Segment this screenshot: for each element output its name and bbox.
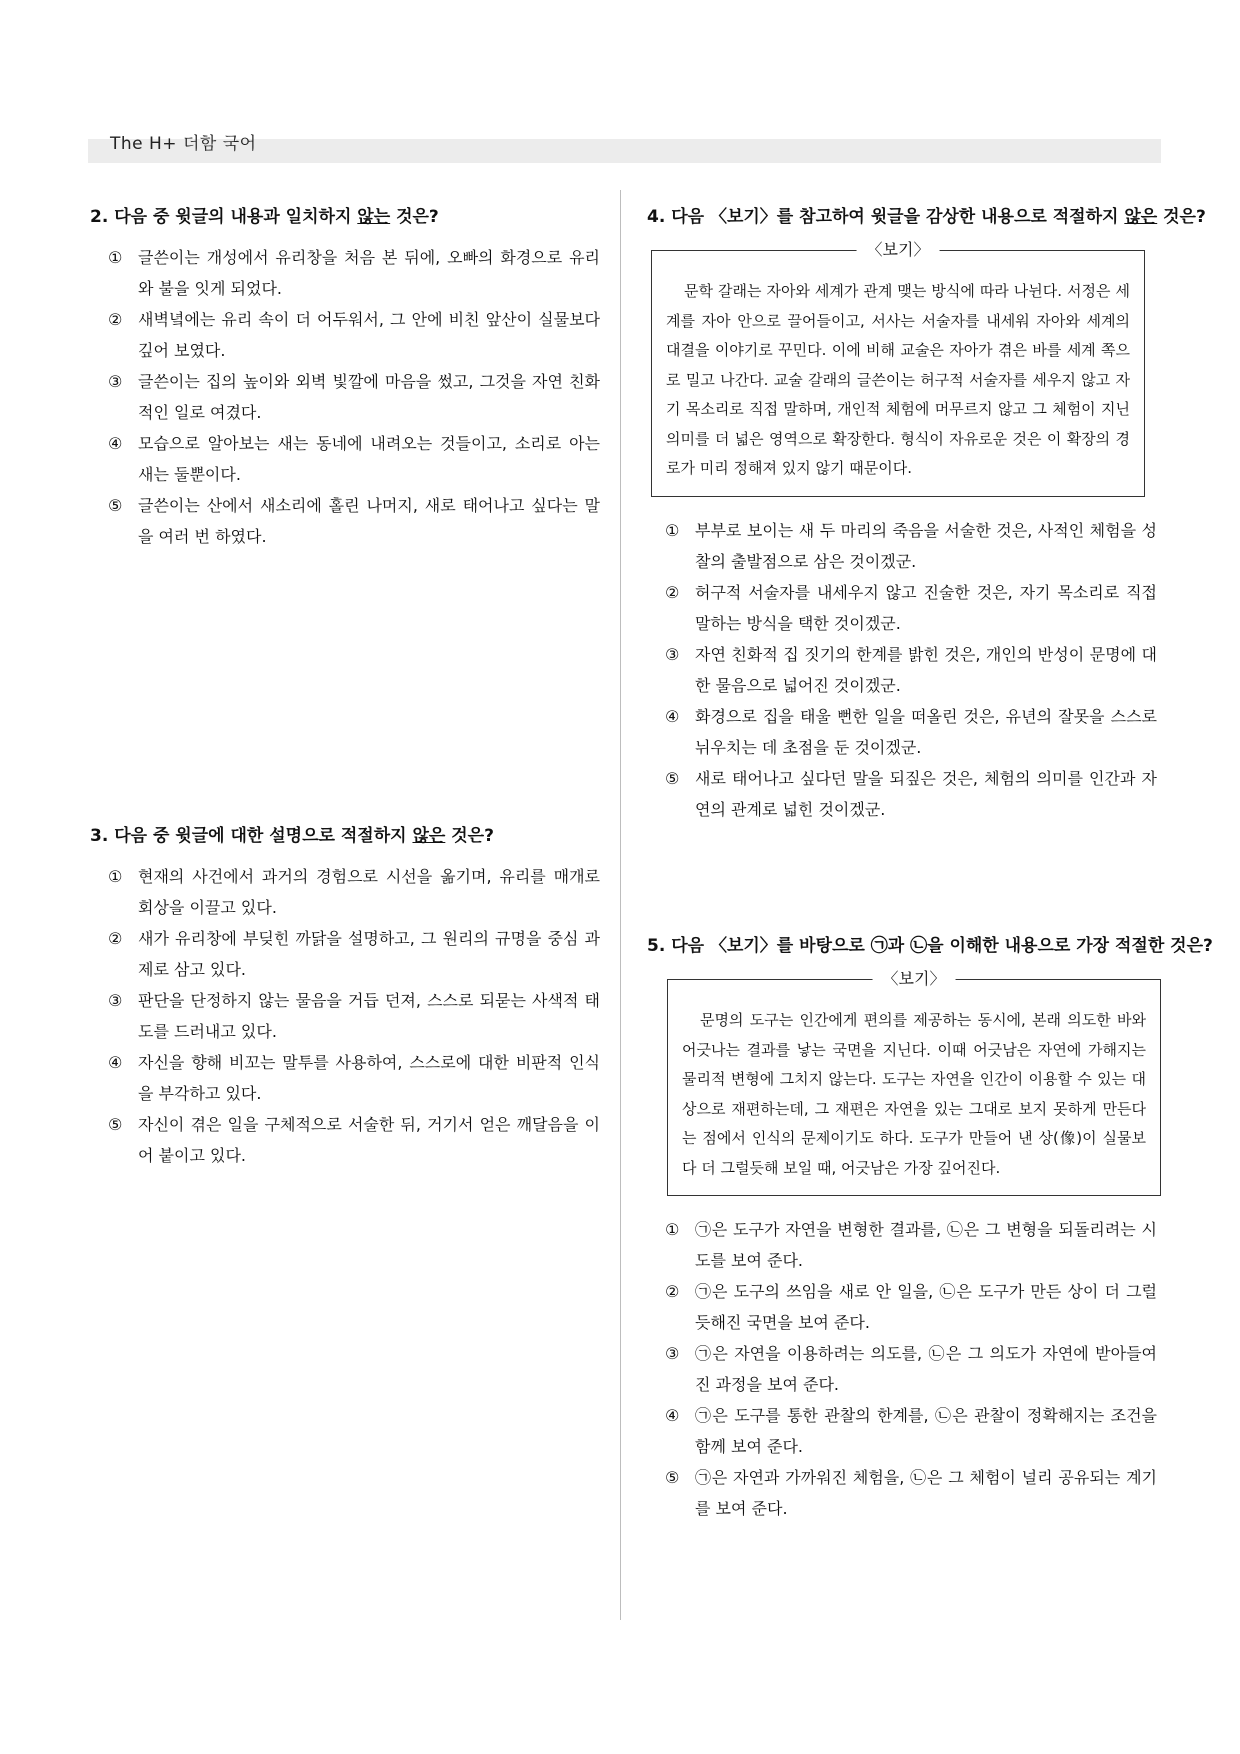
bogi-box bbox=[651, 240, 1145, 497]
option: ③ 자연 친화적 집 짓기의 한계를 밝힌 것은, 개인의 반성이 문명에 대한 물음으로 넓어진 것이겠군. bbox=[665, 644, 1157, 695]
option: ② 새벽녘에는 유리 속이 더 어두워서, 그 안에 비친 앞산이 실물보다 깊어 보였다. bbox=[108, 310, 600, 360]
option: ④ 화경으로 집을 태울 뻔한 일을 떠올린 것은, 유년의 잘못을 스스로 뉘우치는 데 초점을 둔 것이겠군. bbox=[665, 706, 1157, 757]
option: ③ ㉠은 자연을 이용하려는 의도를, ㉡은 그 의도가 자연에 받아들여진 과정을 보여 준다. bbox=[665, 1344, 1157, 1394]
option: ① 부부로 보이는 새 두 마리의 죽음을 서술한 것은, 사적인 체험을 성찰의 출발점으로 삼은 것이겠군. bbox=[665, 520, 1157, 571]
question-4-options bbox=[647, 515, 1157, 825]
option: ⑤ 새로 태어나고 싶다던 말을 되짚은 것은, 체험의 의미를 인간과 자연의 관계로 넓힌 것이겠군. bbox=[665, 768, 1157, 819]
question-3-title: 3. 다음 중 윗글에 대한 설명으로 적절하지 않은 것은? bbox=[90, 826, 494, 846]
option: ② 허구적 서술자를 내세우지 않고 진술한 것은, 자기 목소리로 직접 말하는 방식을 택한 것이겠군. bbox=[665, 582, 1157, 633]
question-3-options bbox=[90, 861, 600, 1171]
option: ② ㉠은 도구의 쓰임을 새로 안 일을, ㉡은 도구가 만든 상이 더 그럴듯해진 국면을 보여 준다. bbox=[665, 1282, 1157, 1332]
question-2-title: 2. 다음 중 윗글의 내용과 일치하지 않는 것은? bbox=[90, 207, 439, 227]
option: ① 글쓴이는 개성에서 유리창을 처음 본 뒤에, 오빠의 화경으로 유리와 불을 잇게 되었다. bbox=[108, 248, 600, 298]
option: ④ 모습으로 알아보는 새는 동네에 내려오는 것들이고, 소리로 아는 새는 둘뿐이다. bbox=[108, 434, 600, 484]
column-divider bbox=[620, 190, 621, 1620]
question-5 bbox=[647, 933, 1213, 1524]
option: ② 새가 유리창에 부딪힌 까닭을 설명하고, 그 원리의 규명을 중심 과제로 삼고 있다. bbox=[108, 929, 600, 979]
bogi-box bbox=[667, 969, 1161, 1196]
option: ④ ㉠은 도구를 통한 관찰의 한계를, ㉡은 관찰이 정확해지는 조건을 함께 보여 준다. bbox=[665, 1406, 1157, 1456]
page-header-title: The H+ 더함 국어 bbox=[110, 134, 257, 154]
question-2-options bbox=[90, 242, 600, 552]
question-2 bbox=[90, 204, 600, 552]
option: ① 현재의 사건에서 과거의 경험으로 시선을 옮기며, 유리를 매개로 회상을 이끌고 있다. bbox=[108, 867, 600, 917]
bogi-text: 문학 갈래는 자아와 세계가 관계 맺는 방식에 따라 나뉜다. 서정은 세계를 자아 안으로 끌어들이고, 서사는 서술자를 내세워 자아와 세계의 대결을 이야기로 꾸민다. 이에 비해 교술은 자아가 겪은 바를 세계 쪽으로 밀고 나간다. 교술 갈래의 글쓴이는 허구적 서술자를 세우지 않고 자기 목소리로 직접 말하며, 개인적 체험에 머무르지 않고 그 체험이 지닌 의미를 더 넓은 영역으로 확장한다. 형식이 자유로운 것은 이 확장의 경로가 미리 정해져 있지 않기 때문이다. bbox=[666, 282, 1130, 477]
option: ③ 글쓴이는 집의 높이와 외벽 빛깔에 마음을 썼고, 그것을 자연 친화적인 일로 여겼다. bbox=[108, 372, 600, 422]
question-3 bbox=[90, 823, 600, 1171]
option: ③ 판단을 단정하지 않는 물음을 거듭 던져, 스스로 되묻는 사색적 태도를 드러내고 있다. bbox=[108, 991, 600, 1041]
option: ⑤ 글쓴이는 산에서 새소리에 홀린 나머지, 새로 태어나고 싶다는 말을 여러 번 하였다. bbox=[108, 496, 600, 546]
option: ⑤ 자신이 겪은 일을 구체적으로 서술한 뒤, 거기서 얻은 깨달음을 이어 붙이고 있다. bbox=[108, 1115, 600, 1165]
bogi-text: 문명의 도구는 인간에게 편의를 제공하는 동시에, 본래 의도한 바와 어긋나는 결과를 낳는 국면을 지닌다. 이때 어긋남은 자연에 가해지는 물리적 변형에 그치지 않는다. 도구는 자연을 인간이 이용할 수 있는 대상으로 재편하는데, 그 재편은 자연을 있는 그대로 보지 못하게 만든다는 점에서 인식의 문제이기도 하다. 도구가 만들어 낸 상(像)이 실물보다 더 그럴듯해 보일 때, 어긋남은 가장 깊어진다. bbox=[682, 1011, 1146, 1177]
question-5-title: 5. 다음 〈보기〉를 바탕으로 ㉠과 ㉡을 이해한 내용으로 가장 적절한 것은? bbox=[647, 936, 1213, 956]
question-4 bbox=[647, 204, 1206, 825]
question-4-title: 4. 다음 〈보기〉를 참고하여 윗글을 감상한 내용으로 적절하지 않은 것은? bbox=[647, 207, 1206, 227]
option: ① ㉠은 도구가 자연을 변형한 결과를, ㉡은 그 변형을 되돌리려는 시도를 보여 준다. bbox=[665, 1220, 1157, 1270]
option: ⑤ ㉠은 자연과 가까워진 체험을, ㉡은 그 체험이 널리 공유되는 계기를 보여 준다. bbox=[665, 1468, 1157, 1518]
option: ④ 자신을 향해 비꼬는 말투를 사용하여, 스스로에 대한 비판적 인식을 부각하고 있다. bbox=[108, 1053, 600, 1103]
question-5-options bbox=[647, 1214, 1157, 1524]
bogi-label: 〈보기〉 bbox=[857, 236, 940, 264]
bogi-label: 〈보기〉 bbox=[873, 965, 956, 993]
